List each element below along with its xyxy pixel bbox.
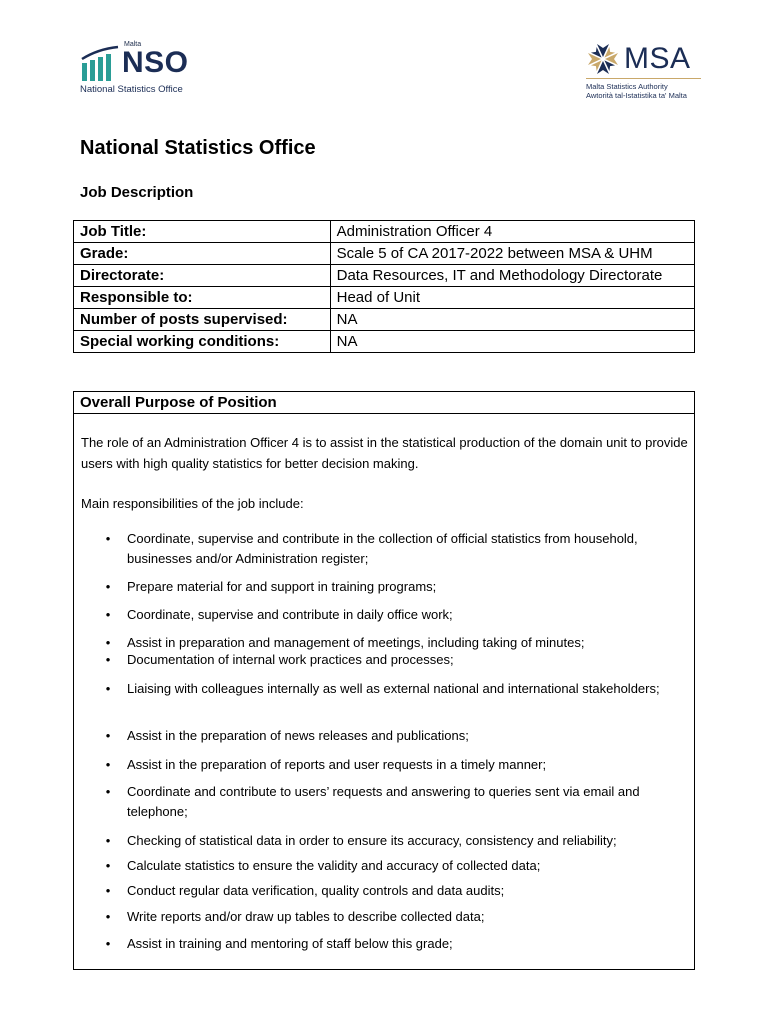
list-item: • Assist in the preparation of reports and user requests in a timely manner;	[105, 757, 547, 772]
list-item: • Calculate statistics to ensure the validity and accuracy of collected data;	[105, 858, 541, 873]
working-conditions-value: NA	[330, 331, 694, 353]
grade-label: Grade:	[74, 243, 331, 265]
table-row	[74, 243, 695, 265]
list-item: • Write reports and/or draw up tables to describe collected data;	[105, 909, 485, 924]
msa-logo-subtitle-en: Malta Statistics Authority	[586, 82, 668, 91]
table-row	[74, 331, 695, 353]
responsibilities-lead: Main responsibilities of the job include:	[81, 496, 304, 511]
purpose-intro: The role of an Administration Officer 4 is to assist in the statistical production of the domain unit to provide users with high quality statistics for better decision making.	[81, 435, 688, 471]
list-item: • Conduct regular data verification, quality controls and data audits;	[105, 883, 505, 898]
list-item: • Coordinate, supervise and contribute in daily office work;	[105, 607, 453, 622]
msa-logo-divider	[586, 78, 701, 79]
posts-supervised-label: Number of posts supervised:	[74, 309, 331, 331]
directorate-label: Directorate:	[74, 265, 331, 287]
bar-chart-logo-icon	[80, 45, 120, 81]
msa-logo	[586, 40, 711, 102]
list-item: • Documentation of internal work practices and processes;	[105, 652, 454, 667]
nso-logo-subtitle: National Statistics Office	[80, 84, 183, 95]
posts-supervised-value: NA	[330, 309, 694, 331]
msa-logo-subtitle-mt: Awtorità tal-Istatistika ta' Malta	[586, 91, 687, 100]
nso-logo-wordmark: NSO	[122, 46, 189, 79]
table-row	[74, 309, 695, 331]
list-item: • Checking of statistical data in order to ensure its accuracy, consistency and reliability;	[105, 833, 617, 848]
list-item: • Liaising with colleagues internally as well as external national and international stakeholders;	[105, 681, 660, 696]
table-row	[74, 221, 695, 243]
purpose-section	[73, 391, 695, 970]
grade-value: Scale 5 of CA 2017-2022 between MSA & UHM	[330, 243, 694, 265]
msa-logo-wordmark: MSA	[624, 42, 691, 75]
table-row	[74, 287, 695, 309]
directorate-value: Data Resources, IT and Methodology Directorate	[330, 265, 694, 287]
job-details-table	[73, 220, 695, 353]
nso-logo	[80, 41, 210, 99]
document-title: National Statistics Office	[80, 137, 316, 159]
list-item: • Assist in training and mentoring of staff below this grade;	[105, 936, 453, 951]
responsible-to-value: Head of Unit	[330, 287, 694, 309]
purpose-heading: Overall Purpose of Position	[74, 392, 694, 414]
list-item: • Coordinate and contribute to users’ requests and answering to queries sent via email and telephone;	[105, 784, 640, 819]
list-item: • Assist in the preparation of news releases and publications;	[105, 728, 469, 743]
list-item: • Assist in preparation and management of meetings, including taking of minutes;	[105, 635, 585, 650]
maltese-cross-logo-icon	[586, 42, 620, 76]
nso-logo-small-text: Malta	[124, 41, 142, 48]
document-subtitle: Job Description	[80, 184, 194, 201]
list-item: • Prepare material for and support in training programs;	[105, 579, 437, 594]
table-row	[74, 265, 695, 287]
responsible-to-label: Responsible to:	[74, 287, 331, 309]
job-title-label: Job Title:	[74, 221, 331, 243]
list-item: • Coordinate, supervise and contribute in the collection of official statistics from household, businesses and/or Administration register;	[105, 531, 638, 566]
working-conditions-label: Special working conditions:	[74, 331, 331, 353]
job-title-value: Administration Officer 4	[330, 221, 694, 243]
